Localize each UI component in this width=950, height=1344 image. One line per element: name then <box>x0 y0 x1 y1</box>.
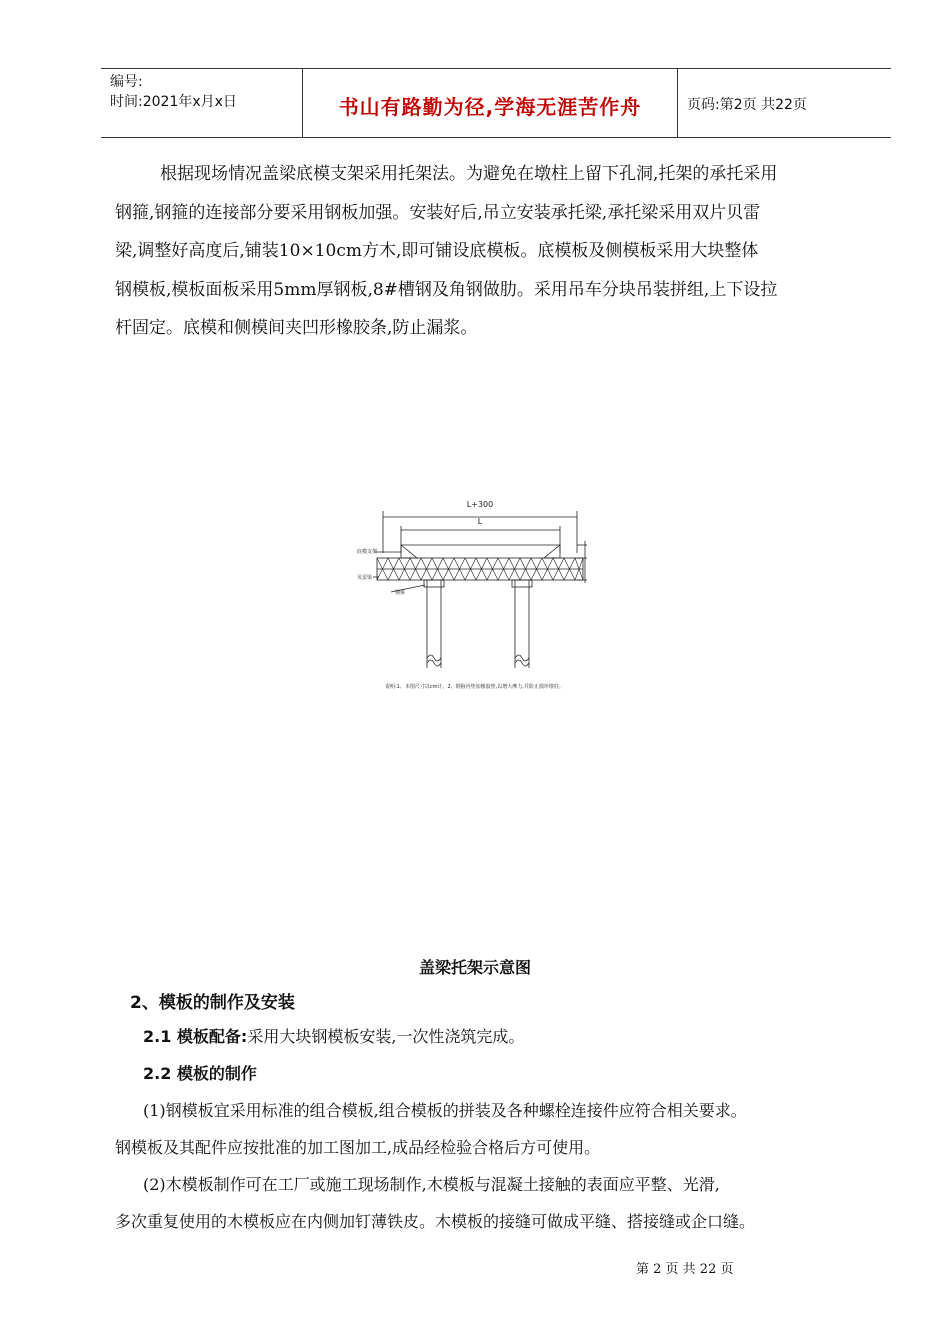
item-line: (1)钢模板宜采用标准的组合模板,组合模板的拼装及各种螺栓连接件应符合相关要求。 <box>143 1101 747 1120</box>
page-footer: 第 2 页 共 22 页 <box>636 1262 734 1277</box>
bracket-drawing <box>355 493 625 698</box>
subsection-2-1 <box>143 1024 524 1047</box>
text-line: 钢模板,模板面板采用5mm厚钢板,8#槽钢及角钢做肋。采用吊车分块吊装拼组,上下设拉 <box>115 279 778 300</box>
subsection-2-1-label: 2.1 模板配备: <box>143 1027 248 1046</box>
text-line: 梁,调整好高度后,铺装10×10cm方木,即可铺设底模板。底模板及侧模板采用大块整体 <box>115 241 759 261</box>
hoop-label: 钢箍 <box>395 590 406 596</box>
intro-paragraph <box>115 155 885 348</box>
beam-label: 贝雷梁 <box>357 575 373 581</box>
time-label: 时间:2021年x月x日 <box>110 94 237 110</box>
subsection-2-1-text: 采用大块钢模板安装,一次性浇筑完成。 <box>247 1027 525 1046</box>
item-line: (2)木模板制作可在工厂或施工现场制作,木模板与混凝土接触的表面应平整、光滑, <box>143 1175 720 1194</box>
page-label: 页码:第2页 共22页 <box>687 97 807 113</box>
header-motto-cell <box>303 69 678 137</box>
support-label: 底模支架 <box>357 549 378 555</box>
dim-inner-label: L <box>477 517 483 526</box>
dim-outer-label: L+300 <box>466 500 494 509</box>
figure-caption: 盖梁托架示意图 <box>418 958 531 977</box>
text-line: 杆固定。底模和侧模间夹凹形橡胶条,防止漏浆。 <box>115 318 478 338</box>
text-line: 根据现场情况盖梁底模支架采用托架法。为避免在墩柱上留下孔洞,托架的承托采用 <box>160 164 778 184</box>
figure-note: 说明:1、本图尺寸以cm计。2、钢箍内垫加橡胶垫,以增大摩力,并防止损坏墩柱。 <box>385 684 564 690</box>
header-info-cell <box>101 69 303 137</box>
text-line: 钢箍,钢箍的连接部分要采用钢板加强。安装好后,吊立安装承托梁,承托梁采用双片贝雷 <box>115 202 761 223</box>
number-label: 编号: <box>110 74 143 90</box>
item-line: 钢模板及其配件应按批准的加工图加工,成品经检验合格后方可使用。 <box>115 1138 601 1157</box>
subsection-2-2-label: 2.2 模板的制作 <box>143 1064 257 1083</box>
bracket-diagram <box>355 493 625 698</box>
section-title: 2、模板的制作及安装 <box>130 993 295 1013</box>
items-block <box>115 1092 755 1240</box>
page-header <box>101 68 891 138</box>
item-line: 多次重复使用的木模板应在内侧加钉薄铁皮。木模板的接缝可做成平缝、搭接缝或企口缝。 <box>115 1212 756 1231</box>
subsection-2-2 <box>143 1061 257 1084</box>
motto: 书山有路勤为径,学海无涯苦作舟 <box>338 95 642 119</box>
header-page-cell <box>678 69 891 137</box>
